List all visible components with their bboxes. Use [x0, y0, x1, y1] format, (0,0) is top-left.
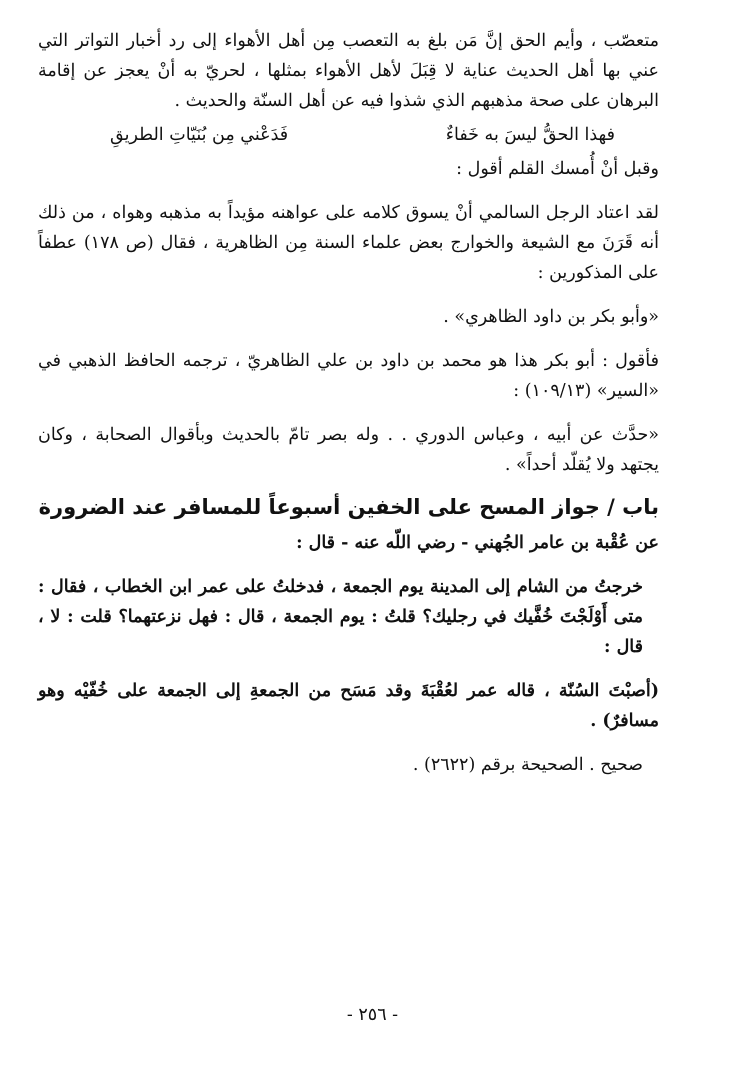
- page-content: [38, 26, 659, 780]
- paragraph-response: فأقول : أبو بكر هذا هو محمد بن داود بن علي الظاهريّ ، ترجمه الحافظ الذهبي في «السير» (١٠٩/١٣) :: [38, 351, 659, 401]
- poetry-verse: [38, 116, 659, 154]
- verse-second-hemistich: فَدَعْني مِن بُنَيّاتِ الطريقِ: [110, 125, 289, 145]
- quote-dhahabi: «حدَّث عن أبيه ، وعباس الدوري . . وله بصر تامّ بالحديث وبأقوال الصحابة ، وكان يجتهد ولا يُقلّد أحداً» .: [38, 425, 659, 475]
- page-number: - ٢٥٦ -: [346, 1005, 399, 1025]
- hadith-summary: (أصبْتَ السُنّة ، قاله عمر لعُقْبَةَ وقد مَسَح من الجمعةِ إلى الجمعة على خُفّيْه وهو مسافرٌ) .: [38, 681, 659, 731]
- hadith-grading: صحيح . الصحيحة برقم (٢٦٢٢) .: [412, 755, 643, 775]
- chapter-heading: باب / جواز المسح على الخفين أسبوعاً للمسافر عند الضرورة: [38, 495, 659, 519]
- paragraph-before-closing: وقبل أنْ أُمسك القلم أقول :: [456, 159, 659, 179]
- quote-abu-bakr: «وأبو بكر بن داود الظاهري» .: [443, 307, 659, 327]
- paragraph-salimi: لقد اعتاد الرجل السالمي أنْ يسوق كلامه على عواهنه مؤيداً به مذهبه وهواه ، من ذلك أنه قَرَنَ مع الشيعة والخوارج بعض علماء السنة مِن الظاهرية ، فقال (ص ١٧٨) عطفاً على المذكورين :: [38, 203, 659, 283]
- paragraph-intro: متعصّب ، وأيم الحق إنَّ مَن بلغ به التعصب مِن أهل الأهواء إلى رد أخبار التواتر التي عني بها أهل الحديث عناية لا قِبَلَ لأهل الأهواء بمثلها ، لحريّ به أنْ يعجز عن إقامة البرهان على صحة مذهبهم الذي شذوا فيه عن أهل السنّة والحديث .: [38, 31, 659, 111]
- verse-first-hemistich: فهذا الحقُّ ليسَ به خَفاءٌ: [445, 125, 615, 145]
- hadith-isnad: عن عُقْبة بن عامر الجُهني - رضي اللّه عنه - قال :: [296, 533, 659, 553]
- hadith-text: خرجتُ من الشام إلى المدينة يوم الجمعة ، فدخلتُ على عمر ابن الخطاب ، فقال : متى أَوْلَجْتَ خُفَّيك في رجليك؟ قلتُ : يوم الجمعة ، قال : فهل نزعتهما؟ قلت : لا ، قال :: [38, 577, 643, 657]
